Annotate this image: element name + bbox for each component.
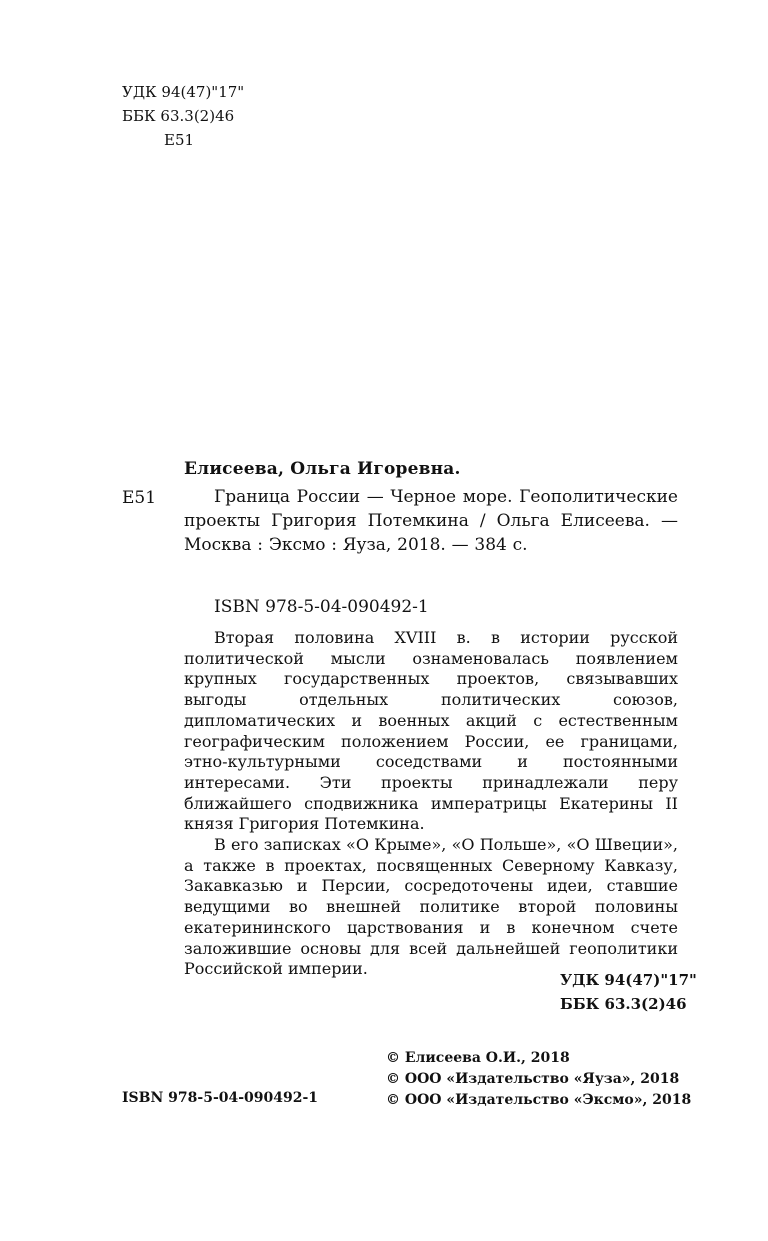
author-mark: Е51 <box>164 131 195 149</box>
bibliographic-description: Граница России — Черное море. Геополитические проекты Григория Потемкина / Ольга Елисеева. — Москва : Эксмо : Яуза, 2018. — 384 с. <box>184 487 678 555</box>
copyright-block <box>386 1048 691 1111</box>
annotation-paragraph: В его записках «О Крыме», «О Польше», «О Швеции», а также в проектах, посвященных Северному Кавказу, Закавказью и Персии, сосредоточены идеи, ставшие ведущими во внешней политике второй половины екатерининского царствования и в конечном счете заложившие основы для всей дальнейшей геополитики Российской империи. <box>184 835 678 979</box>
copyright-line: © ООО «Издательство «Яуза», 2018 <box>386 1071 680 1087</box>
udk-code: УДК 94(47)"17" <box>122 83 245 101</box>
annotation <box>184 628 678 980</box>
classification-bottom <box>560 968 697 1016</box>
entry-isbn: ISBN 978-5-04-090492-1 <box>214 597 429 617</box>
annotation-paragraph: Вторая половина XVIII в. в истории русской политической мысли ознаменовалась появлением крупных государственных проектов, связывавших выгоды отдельных политических союзов, дипломатических и военных акций с естественным географическим положением России, ее границами, этно-культурными соседствами и постоянными интересами. Эти проекты принадлежали перу ближайшего сподвижника императрицы Екатерины II князя Григория Потемкина. <box>184 628 678 834</box>
entry-author-mark: Е51 <box>122 488 157 508</box>
copyright-line: © Елисеева О.И., 2018 <box>386 1050 570 1066</box>
classification-top <box>122 80 244 152</box>
copyright-line: © ООО «Издательство «Эксмо», 2018 <box>386 1092 692 1108</box>
footer-isbn: ISBN 978-5-04-090492-1 <box>122 1090 319 1106</box>
bbk-code: ББК 63.3(2)46 <box>560 995 687 1013</box>
author-heading: Елисеева, Ольга Игоревна. <box>184 459 461 479</box>
udk-code: УДК 94(47)"17" <box>560 971 697 989</box>
bbk-code: ББК 63.3(2)46 <box>122 107 235 125</box>
